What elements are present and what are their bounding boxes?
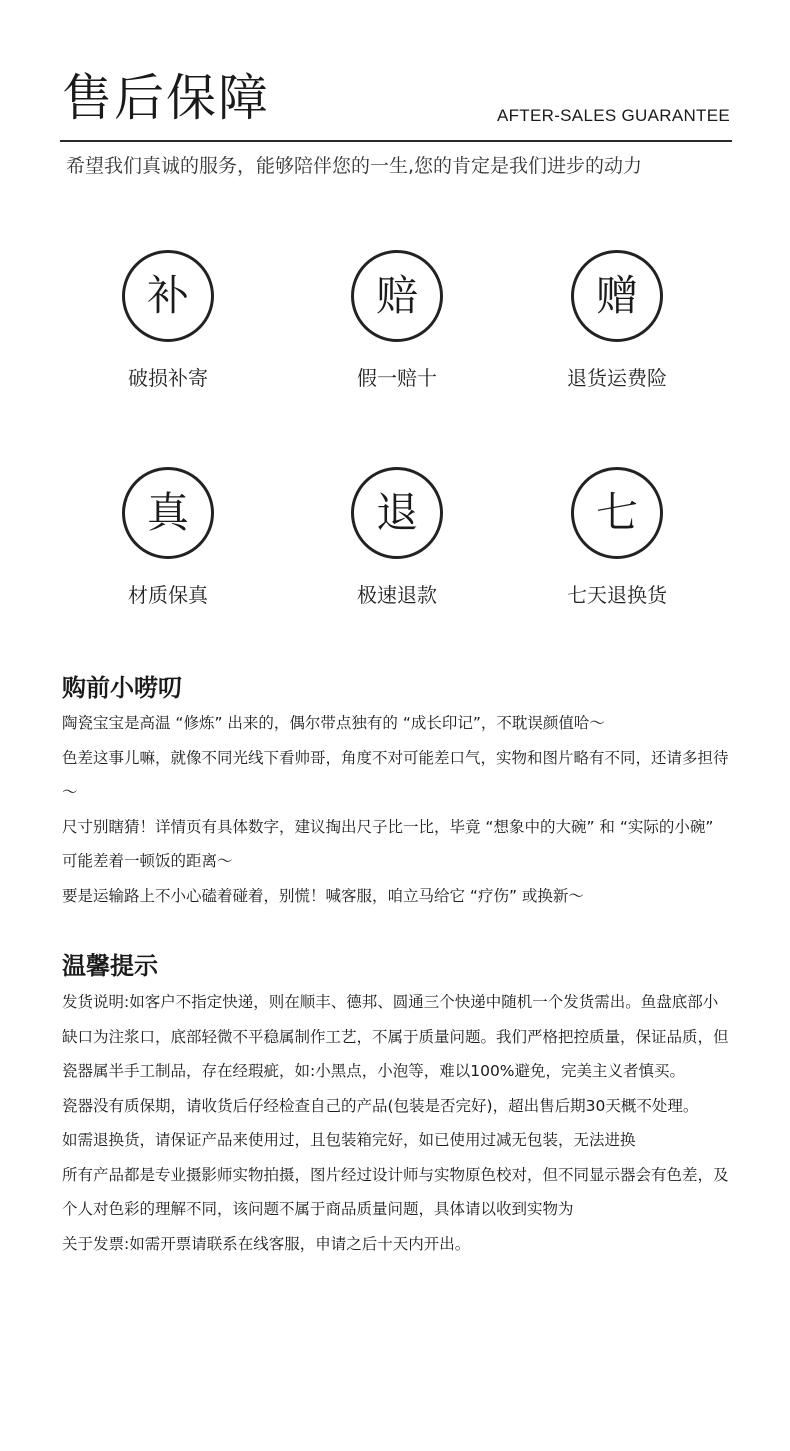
feature-label: 退货运费险 (567, 366, 667, 390)
reminder-paragraph: 尺寸别瞎猜！详情页有具体数字，建议掏出尺子比一比，毕竟 “想象中的大碗” 和 “实际的小碗” 可能差着一顿饭的距离～ (62, 817, 714, 870)
feature-label: 破损补寄 (128, 366, 208, 390)
feature-glyph: 真 (146, 488, 189, 537)
tips-paragraph: 所有产品都是专业摄影师实物拍摄，图片经过设计师与实物原色校对，但不同显示器会有色差，及个人对色彩的理解不同，该问题不属于商品质量问题，具体请以收到实物为 (62, 1165, 729, 1218)
feature-glyph: 七 (595, 488, 638, 537)
tips-heading: 温馨提示 (62, 952, 158, 980)
reminder-body (62, 706, 732, 913)
reminder-paragraph: 要是运输路上不小心磕着碰着，别慌！喊客服，咱立马给它 “疗伤” 或换新～ (62, 886, 584, 905)
pei-char-icon (351, 250, 443, 342)
qi-char-icon (571, 467, 663, 559)
zhen-char-icon (122, 467, 214, 559)
tips-body (62, 985, 732, 1261)
feature-label: 假一赔十 (357, 366, 437, 390)
slogan: 希望我们真诚的服务，能够陪伴您的一生,您的肯定是我们进步的动力 (66, 155, 643, 177)
feature-glyph: 赠 (595, 271, 638, 320)
feature-tui (297, 467, 497, 609)
feature-zhen (68, 467, 268, 609)
feature-label: 极速退款 (357, 583, 437, 607)
tips-paragraph: 发货说明:如客户不指定快递，则在顺丰、德邦、圆通三个快递中随机一个发货需出。鱼盘底部小缺口为注浆口，底部轻微不平稳属制作工艺，不属于质量问题。我们严格把控质量，保证品质，但瓷器属半手工制品，存在经瑕疵，如:小黑点，小泡等，难以100%避免，完美主义者慎买。 (62, 993, 729, 1080)
feature-label: 七天退换货 (567, 583, 667, 607)
tui-char-icon (351, 467, 443, 559)
page-title: 售后保障 (62, 69, 270, 127)
guarantee-features (0, 250, 790, 620)
reminder-heading: 购前小唠叨 (62, 674, 182, 702)
page-subtitle-en: AFTER-SALES GUARANTEE (496, 106, 730, 125)
tips-paragraph: 瓷器没有质保期，请收货后仔经检查自己的产品(包装是否完好)，超出售后期30天概不处理。 (62, 1096, 699, 1115)
feature-glyph: 退 (375, 488, 418, 537)
feature-glyph: 补 (146, 271, 189, 320)
title-divider (60, 140, 732, 142)
feature-zeng (517, 250, 717, 392)
bu-char-icon (122, 250, 214, 342)
zeng-char-icon (571, 250, 663, 342)
tips-paragraph: 如需退换货，请保证产品来使用过，且包装箱完好，如已使用过减无包装，无法进换 (62, 1131, 636, 1149)
reminder-paragraph: 陶瓷宝宝是高温 “修炼” 出来的，偶尔带点独有的 “成长印记”，不耽误颜值哈～ (62, 714, 605, 732)
reminder-paragraph: 色差这事儿嘛，就像不同光线下看帅哥，角度不对可能差口气，实物和图片略有不同，还请多担待～ (62, 748, 729, 801)
feature-bu (68, 250, 268, 392)
feature-glyph: 赔 (375, 271, 418, 320)
feature-label: 材质保真 (128, 583, 208, 607)
tips-paragraph: 关于发票:如需开票请联系在线客服，申请之后十天内开出。 (62, 1234, 471, 1253)
feature-qi (517, 467, 717, 609)
feature-pei (297, 250, 497, 392)
